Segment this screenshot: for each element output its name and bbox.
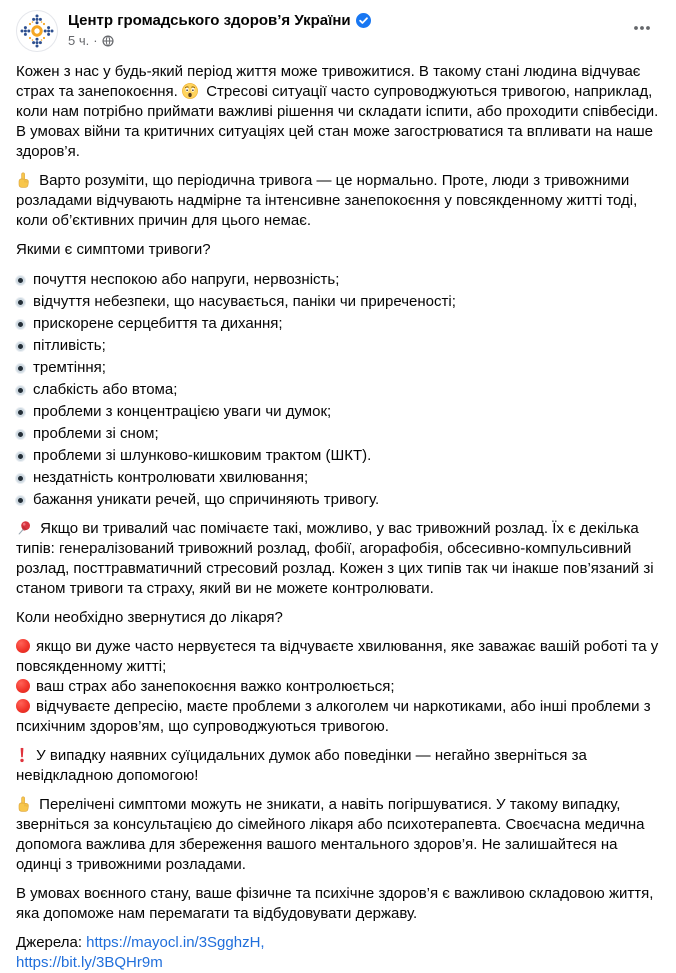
post-header — [0, 0, 676, 56]
list-item: проблеми зі шлунково-кишковим трактом (ШКТ). — [16, 445, 660, 466]
list-item: відчуваєте депресію, маєте проблеми з алкоголем чи наркотиками, або інші проблеми з психічним здоров’ям, що супроводжуються тривогою. — [16, 698, 651, 735]
radio-dot-bullet-icon — [16, 320, 25, 329]
separator-dot: · — [93, 33, 98, 48]
paragraph-warning — [16, 746, 660, 786]
source-link-1[interactable]: https://mayocl.in/3SgghzH, — [86, 934, 265, 951]
ellipsis-more-icon — [632, 18, 652, 38]
list-item: слабкість або втома; — [16, 379, 660, 400]
red-circle-bullet-icon — [16, 699, 30, 713]
list-item: тремтіння; — [16, 357, 660, 378]
paragraph-text: У випадку наявних суїцидальних думок або поведінки — негайно зверніться за невідкладною допомогою! — [16, 747, 587, 784]
list-item: пітливість; — [16, 335, 660, 356]
index-pointing-up-icon — [16, 172, 31, 188]
list-item: нездатність контролювати хвилювання; — [16, 467, 660, 488]
more-options-button[interactable] — [626, 12, 658, 44]
radio-dot-bullet-icon — [16, 276, 25, 285]
list-item: ваш страх або занепокоєння важко контролюється; — [16, 677, 660, 697]
paragraph-text: Варто розуміти, що періодична тривога — це нормально. Проте, люди з тривожними розладами відчувають надмірне та інтенсивне занепокоєння у повсякденному житті тоді, коли об’єктивних причин для цього немає. — [16, 172, 638, 229]
radio-dot-bullet-icon — [16, 496, 25, 505]
page-name-link[interactable]: Центр громадського здоров’я України — [68, 12, 351, 29]
radio-dot-bullet-icon — [16, 298, 25, 307]
post-body — [0, 56, 676, 973]
index-pointing-up-icon — [16, 796, 31, 812]
paragraph-wartime: В умовах воєнного стану, ваше фізичне та психічне здоров’я є важливою складовою життя, яка допоможе нам перемагати та відбудовувати державу. — [16, 885, 654, 922]
timestamp-text[interactable]: 5 ч. — [68, 33, 90, 48]
sources-label: Джерела: — [16, 934, 82, 951]
paragraph-text: Перелічені симптоми можуть не зникати, а навіть погіршуватися. У такому випадку, зверніться за консультацією до сімейного лікаря або психотерапевта. Своєчасна медична допомога важлива для збереження вашого ментального здоров’я. Не залишайтеся на одинці з тривожними розладами. — [16, 796, 645, 873]
radio-dot-bullet-icon — [16, 386, 25, 395]
list-item: проблеми з концентрацією уваги чи думок; — [16, 401, 660, 422]
sources-block — [16, 933, 660, 973]
list-item: прискорене серцебиття та дихання; — [16, 313, 660, 334]
paragraph-text: Якщо ви тривалий час помічаєте такі, можливо, у вас тривожний розлад. Їх є декілька типів: генералізований тривожний розлад, фобії, агорафобія, обсесивно-компульсивний розлад, посттравматичний стресовий розлад. Кожен з цих типів так чи інакше пов’язаний зі станом тривоги та страху, який ви не можете контролювати. — [16, 520, 654, 597]
header-meta — [68, 10, 371, 48]
list-item: почуття неспокою або напруги, нервозність; — [16, 269, 660, 290]
source-link-2[interactable]: https://bit.ly/3BQHr9m — [16, 954, 163, 971]
paragraph-text: Стресові ситуації часто супроводжуються тривогою, наприклад, коли нам потрібно приймати важливі рішення чи складати іспити, або проходити співбесіди. В умовах війни та критичних ситуаціях цей стан може загострюватися та впливати на наше здоров’я. — [16, 83, 659, 160]
list-item: відчуття небезпеки, що насувається, паніки чи приреченості; — [16, 291, 660, 312]
red-exclamation-icon — [16, 747, 28, 763]
pushpin-icon — [16, 520, 32, 536]
radio-dot-bullet-icon — [16, 342, 25, 351]
radio-dot-bullet-icon — [16, 474, 25, 483]
paragraph-anxiety-intro — [16, 62, 660, 162]
radio-dot-bullet-icon — [16, 452, 25, 461]
radio-dot-bullet-icon — [16, 408, 25, 417]
frowning-open-mouth-face-icon — [182, 83, 198, 99]
list-item: якщо ви дуже часто нервуєтеся та відчуваєте хвилювання, яке заважає вашій роботі та у повсякденному житті; — [16, 638, 659, 675]
verified-badge-icon — [356, 13, 371, 28]
page-avatar-logo[interactable] — [16, 10, 58, 52]
symptoms-list — [16, 269, 660, 510]
paragraph-text: Кожен з нас у будь-який період життя може тривожитися. В такому стані людина відчуває страх та занепокоєння. — [16, 63, 641, 100]
radio-dot-bullet-icon — [16, 430, 25, 439]
doctor-list — [16, 637, 660, 737]
globe-public-icon — [102, 35, 114, 47]
red-circle-bullet-icon — [16, 679, 30, 693]
paragraph-see-doctor — [16, 795, 660, 875]
symptoms-heading: Якими є симптоми тривоги? — [16, 241, 211, 258]
red-circle-bullet-icon — [16, 639, 30, 653]
list-item: бажання уникати речей, що спричиняють тривогу. — [16, 489, 660, 510]
post-timestamp[interactable] — [68, 33, 371, 48]
doctor-heading: Коли необхідно звернутися до лікаря? — [16, 609, 283, 626]
paragraph-normal-anxiety — [16, 171, 660, 231]
list-item: проблеми зі сном; — [16, 423, 660, 444]
paragraph-disorder-types — [16, 519, 660, 599]
radio-dot-bullet-icon — [16, 364, 25, 373]
